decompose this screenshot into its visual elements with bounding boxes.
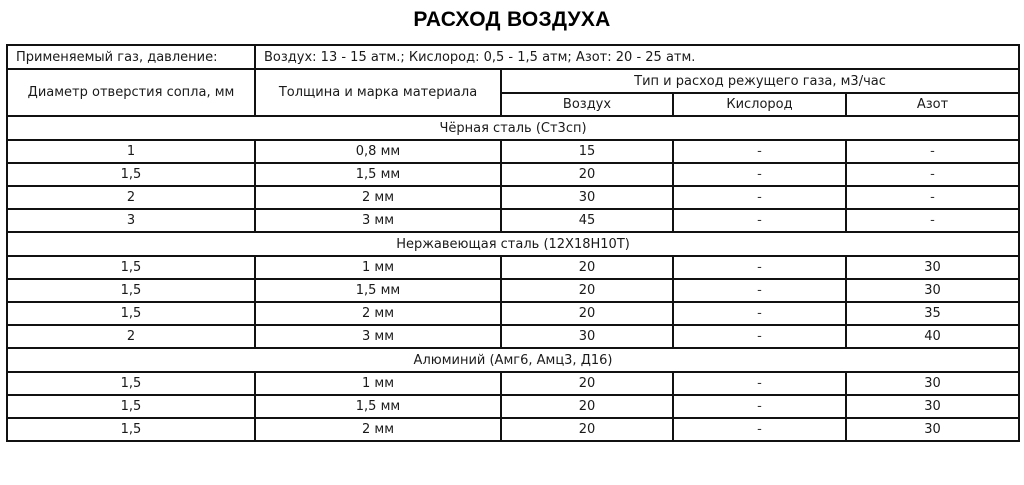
cell-air: 45 — [501, 209, 673, 232]
header-material: Толщина и марка материала — [255, 69, 501, 116]
table-row — [7, 209, 1019, 232]
cell-nitrogen: 35 — [846, 302, 1019, 325]
cell-air: 20 — [501, 163, 673, 186]
cell-air: 15 — [501, 140, 673, 163]
table-row — [7, 140, 1019, 163]
header-air: Воздух — [501, 93, 673, 116]
cell-nitrogen: 30 — [846, 418, 1019, 441]
cell-thickness: 0,8 мм — [255, 140, 501, 163]
section-title: Алюминий (Амг6, Амц3, Д16) — [7, 348, 1019, 372]
cell-nitrogen: 30 — [846, 372, 1019, 395]
cell-diameter: 2 — [7, 325, 255, 348]
cell-diameter: 2 — [7, 186, 255, 209]
cell-oxygen: - — [673, 395, 846, 418]
cell-nitrogen: 30 — [846, 395, 1019, 418]
cell-diameter: 1,5 — [7, 395, 255, 418]
cell-thickness: 1 мм — [255, 256, 501, 279]
gas-pressure-label: Применяемый газ, давление: — [7, 45, 255, 69]
section-title: Нержавеющая сталь (12Х18Н10Т) — [7, 232, 1019, 256]
cell-diameter: 1 — [7, 140, 255, 163]
cell-nitrogen: - — [846, 209, 1019, 232]
header-gas-group: Тип и расход режущего газа, м3/час — [501, 69, 1019, 93]
cell-oxygen: - — [673, 186, 846, 209]
cell-thickness: 2 мм — [255, 186, 501, 209]
section-row — [7, 232, 1019, 256]
table-row — [7, 418, 1019, 441]
cell-nitrogen: - — [846, 186, 1019, 209]
cell-air: 20 — [501, 256, 673, 279]
cell-air: 30 — [501, 186, 673, 209]
cell-nitrogen: 30 — [846, 256, 1019, 279]
cell-oxygen: - — [673, 279, 846, 302]
cell-diameter: 3 — [7, 209, 255, 232]
section-title: Чёрная сталь (Ст3сп) — [7, 116, 1019, 140]
table-row — [7, 279, 1019, 302]
cell-thickness: 2 мм — [255, 418, 501, 441]
cell-diameter: 1,5 — [7, 418, 255, 441]
section-row — [7, 348, 1019, 372]
cell-oxygen: - — [673, 256, 846, 279]
cell-diameter: 1,5 — [7, 163, 255, 186]
cell-air: 20 — [501, 395, 673, 418]
cell-thickness: 2 мм — [255, 302, 501, 325]
table-row — [7, 325, 1019, 348]
cell-nitrogen: - — [846, 140, 1019, 163]
header-nitrogen: Азот — [846, 93, 1019, 116]
cell-thickness: 3 мм — [255, 325, 501, 348]
cell-oxygen: - — [673, 325, 846, 348]
table-row — [7, 302, 1019, 325]
cell-oxygen: - — [673, 209, 846, 232]
cell-oxygen: - — [673, 418, 846, 441]
cell-air: 30 — [501, 325, 673, 348]
header-diameter: Диаметр отверстия сопла, мм — [7, 69, 255, 116]
gas-pressure-value: Воздух: 13 - 15 атм.; Кислород: 0,5 - 1,5 атм; Азот: 20 - 25 атм. — [255, 45, 1019, 69]
cell-diameter: 1,5 — [7, 302, 255, 325]
cell-nitrogen: - — [846, 163, 1019, 186]
cell-thickness: 1,5 мм — [255, 279, 501, 302]
cell-diameter: 1,5 — [7, 372, 255, 395]
cell-air: 20 — [501, 279, 673, 302]
cell-nitrogen: 30 — [846, 279, 1019, 302]
cell-air: 20 — [501, 418, 673, 441]
cell-thickness: 1 мм — [255, 372, 501, 395]
cell-diameter: 1,5 — [7, 256, 255, 279]
cell-thickness: 1,5 мм — [255, 163, 501, 186]
cell-nitrogen: 40 — [846, 325, 1019, 348]
header-row — [7, 69, 1019, 93]
cell-oxygen: - — [673, 140, 846, 163]
cell-oxygen: - — [673, 372, 846, 395]
cell-air: 20 — [501, 372, 673, 395]
table-row — [7, 395, 1019, 418]
cell-oxygen: - — [673, 302, 846, 325]
header-oxygen: Кислород — [673, 93, 846, 116]
section-row — [7, 116, 1019, 140]
cell-thickness: 3 мм — [255, 209, 501, 232]
table-row — [7, 256, 1019, 279]
table-row — [7, 186, 1019, 209]
gas-pressure-row — [7, 45, 1019, 69]
cell-air: 20 — [501, 302, 673, 325]
cell-thickness: 1,5 мм — [255, 395, 501, 418]
air-consumption-table — [6, 44, 1020, 442]
table-row — [7, 372, 1019, 395]
page-title: РАСХОД ВОЗДУХА — [413, 8, 611, 31]
cell-diameter: 1,5 — [7, 279, 255, 302]
cell-oxygen: - — [673, 163, 846, 186]
table-row — [7, 163, 1019, 186]
